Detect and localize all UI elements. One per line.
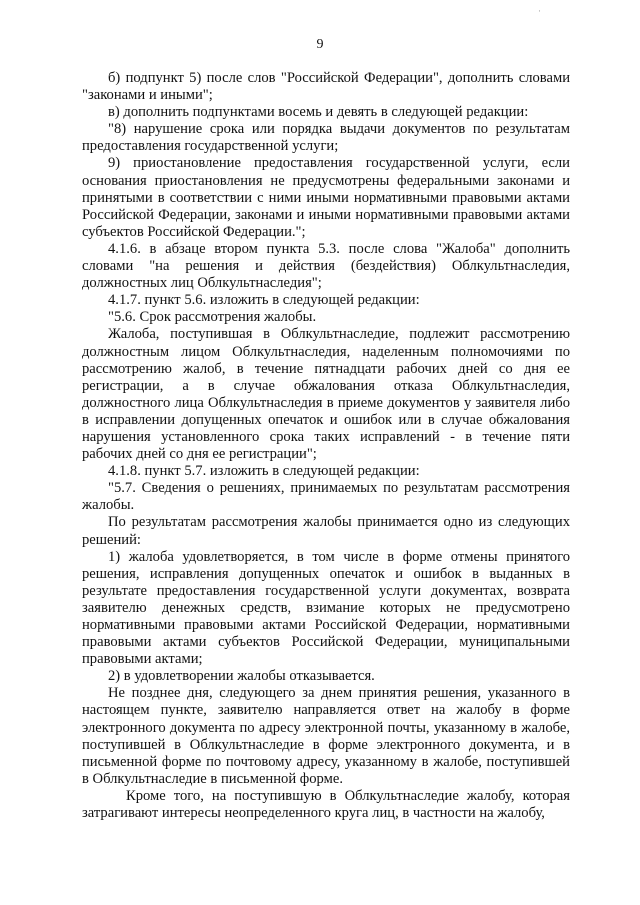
- paragraph: 4.1.6. в абзаце втором пункта 5.3. после слова "Жалоба" дополнить словами "на решения и действия (бездействия) Облкультнаследия, должностных лиц Облкультнаследия";: [82, 240, 570, 292]
- paragraph: Не позднее дня, следующего за днем принятия решения, указанного в настоящем пункте, заявителю направляется ответ на жалобу в форме электронного документа по адресу электронной почты, указанному в жалобе, поступившей в Облкультнаследие в форме электронного документа, и в письменной форме по почтовому адресу, указанному в жалобе, поступившей в Облкультнаследие в письменной форме.: [82, 685, 570, 787]
- paragraph: Кроме того, на поступившую в Облкультнаследие жалобу, которая затрагивают интересы неопределенного круга лиц, в частности на жалобу,: [82, 787, 570, 822]
- paragraph: 4.1.7. пункт 5.6. изложить в следующей редакции:: [108, 292, 420, 309]
- paragraph: "5.7. Сведения о решениях, принимаемых по результатам рассмотрения жалобы.: [82, 480, 570, 514]
- paragraph: б) подпункт 5) после слов "Российской Федерации", дополнить словами "законами и иными";: [82, 70, 570, 104]
- paragraph: "5.6. Срок рассмотрения жалобы.: [108, 309, 317, 326]
- document-body: [82, 70, 570, 822]
- paragraph: в) дополнить подпунктами восемь и девять в следующей редакции:: [108, 104, 529, 121]
- paragraph: По результатам рассмотрения жалобы принимается одно из следующих решений:: [82, 514, 570, 548]
- paragraph: Жалоба, поступившая в Облкультнаследие, подлежит рассмотрению должностным лицом Облкультнаследия, наделенным полномочиями по рассмотрению жалоб, в течение пятнадцати рабочих дней со дня ее регистрации, а в случае обжалования отказа Облкультнаследия, должностного лица Облкультнаследия в приеме документов у заявителя либо в исправлении допущенных опечаток и ошибок или в случае обжалования нарушения установленного срока таких исправлений - в течение пяти рабочих дней со дня ее регистрации";: [82, 326, 570, 463]
- corner-mark: ·: [538, 6, 541, 16]
- paragraph: 9) приостановление предоставления государственной услуги, если основания приостановления не предусмотрены федеральными законами и принятыми в соответствии с ними иными нормативными правовыми актами Российской Федерации, законами и иными нормативными правовыми актами субъектов Российской Федерации.";: [82, 155, 570, 240]
- paragraph: 2) в удовлетворении жалобы отказывается.: [108, 668, 375, 685]
- paragraph: "8) нарушение срока или порядка выдачи документов по результатам предоставления государственной услуги;: [82, 121, 570, 155]
- paragraph: 4.1.8. пункт 5.7. изложить в следующей редакции:: [108, 463, 420, 480]
- paragraph: 1) жалоба удовлетворяется, в том числе в форме отмены принятого решения, исправления допущенных опечаток и ошибок в выданных в результате предоставления государственной услуги документах, возврата заявителю денежных средств, взимание которых не предусмотрено нормативными правовыми актами Российской Федерации, нормативными правовыми актами субъектов Российской Федерации, муниципальными правовыми актами;: [82, 548, 570, 668]
- page-number: 9: [316, 37, 324, 52]
